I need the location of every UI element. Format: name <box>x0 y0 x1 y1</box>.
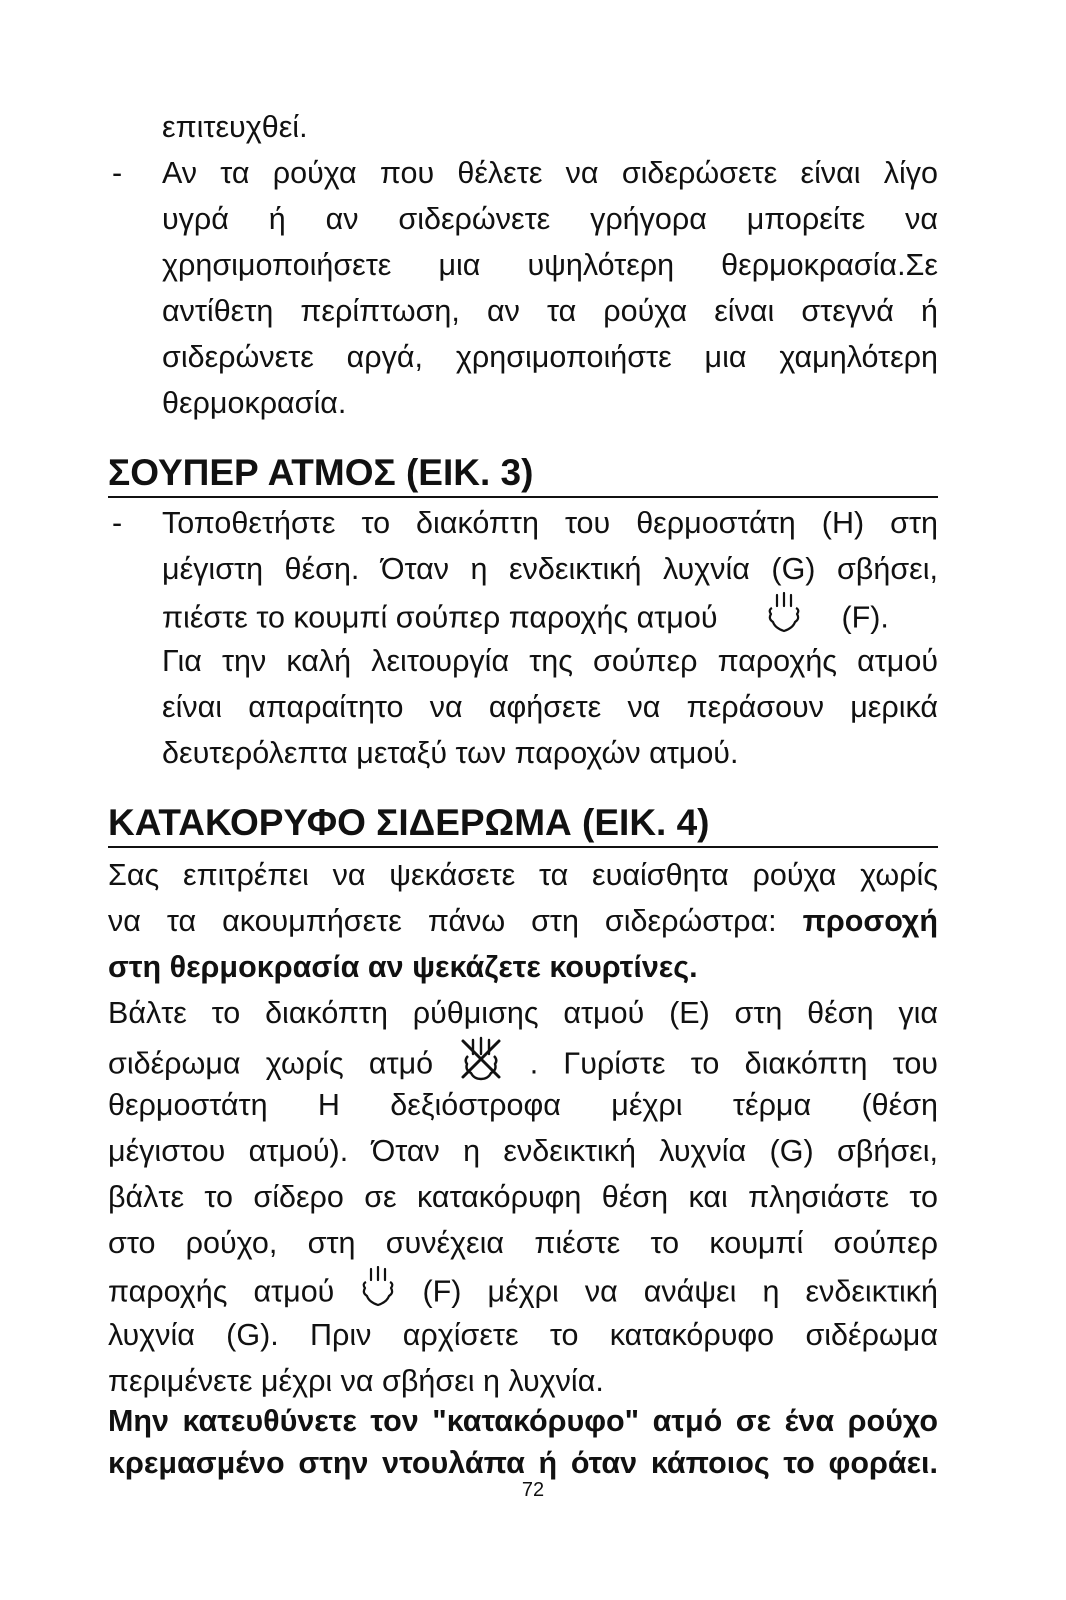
warning-line-2: κρεμασμένο στην ντουλάπα ή όταν κάποιος το φοράει. <box>108 1446 938 1480</box>
vertical-p1-line-1: Σας επιτρέπει να ψεκάσετε τα ευαίσθητα ρούχα χωρίς <box>108 858 938 892</box>
section-heading-super-steam: ΣΟΥΠΕΡ ΑΤΜΟΣ (ΕΙΚ. 3) <box>108 450 938 498</box>
vertical-p2-line-5: βάλτε το σίδερο σε κατακόρυφη θέση και πλησιάστε το <box>108 1180 938 1214</box>
vertical-p2-line-4: μέγιστου ατμού). Όταν η ενδεικτική λυχνία (G) σβήσει, <box>108 1134 938 1168</box>
intro-line-5: σιδερώνετε αργά, χρησιμοποιήστε μια χαμηλότερη <box>162 340 938 374</box>
vertical-p2-line-2-cont: . Γυρίστε το διακόπτη του <box>529 1046 938 1081</box>
warning-line-1: Μην κατευθύνετε τον "κατακόρυφο" ατμό σε ένα ρούχο <box>108 1404 938 1438</box>
vertical-p2-line-7-text: παροχής ατμού <box>108 1274 335 1309</box>
super-steam-line-2: μέγιστη θέση. Όταν η ενδεικτική λυχνία (G) σβήσει, <box>162 552 938 586</box>
section-heading-vertical-ironing: ΚΑΤΑΚΟΡΥΦΟ ΣΙΔΕΡΩΜΑ (ΕΙΚ. 4) <box>108 800 938 848</box>
super-steam-line-4: Για την καλή λειτουργία της σούπερ παροχής ατμού <box>162 644 938 678</box>
vertical-p2-line-3: θερμοστάτη H δεξιόστροφα μέχρι τέρμα (θέση <box>108 1088 938 1122</box>
super-steam-line-5: είναι απαραίτητο να αφήσετε να περάσουν μερικά <box>162 690 938 724</box>
intro-line-2: υγρά ή αν σιδερώνετε γρήγορα μπορείτε να <box>162 202 938 236</box>
super-steam-line-1: Τοποθετήστε το διακόπτη του θερμοστάτη (H) στη <box>162 506 938 540</box>
vertical-p1-line-2-text: να τα ακουμπήσετε πάνω στη σιδερώστρα: <box>108 904 777 938</box>
intro-line-0: επιτευχθεί. <box>162 110 308 144</box>
caution-word: προσοχή <box>802 904 938 938</box>
super-steam-line-6: δευτερόλεπτα μεταξύ των παροχών ατμού. <box>162 736 739 770</box>
intro-line-3: χρησιμοποιήσετε μια υψηλότερη θερμοκρασία.Σε <box>162 248 938 282</box>
vertical-p2-line-8: λυχνία (G). Πριν αρχίσετε το κατακόρυφο σιδέρωμα <box>108 1318 938 1352</box>
super-steam-line-3-ref: (F). <box>841 600 889 635</box>
vertical-p1-line-2 <box>108 898 938 944</box>
page-number: 72 <box>521 1479 545 1501</box>
list-dash: - <box>112 506 123 540</box>
vertical-p2-line-9: περιμένετε μέχρι να σβήσει η λυχνία. <box>108 1364 604 1398</box>
vertical-p2-line-6: στο ρούχο, στη συνέχεια πιέστε το κουμπί σούπερ <box>108 1226 938 1260</box>
intro-line-1: Αν τα ρούχα που θέλετε να σιδερώσετε είναι λίγο <box>162 156 938 190</box>
vertical-p2-line-2-text: σιδέρωμα χωρίς ατμό <box>108 1046 434 1081</box>
vertical-p1-line-3: στη θερμοκρασία αν ψεκάζετε κουρτίνες. <box>108 950 698 984</box>
vertical-p2-line-1: Βάλτε το διακόπτη ρύθμισης ατμού (E) στη θέση για <box>108 996 938 1030</box>
super-steam-line-3-text: πιέστε το κουμπί σούπερ παροχής ατμού <box>162 600 718 635</box>
list-dash: - <box>112 156 123 190</box>
intro-line-4: αντίθετη περίπτωση, αν τα ρούχα είναι στεγνά ή <box>162 294 938 328</box>
vertical-p2-line-7-cont: (F) μέχρι να ανάψει η ενδεικτική <box>422 1274 938 1309</box>
intro-line-6: θερμοκρασία. <box>162 386 347 420</box>
